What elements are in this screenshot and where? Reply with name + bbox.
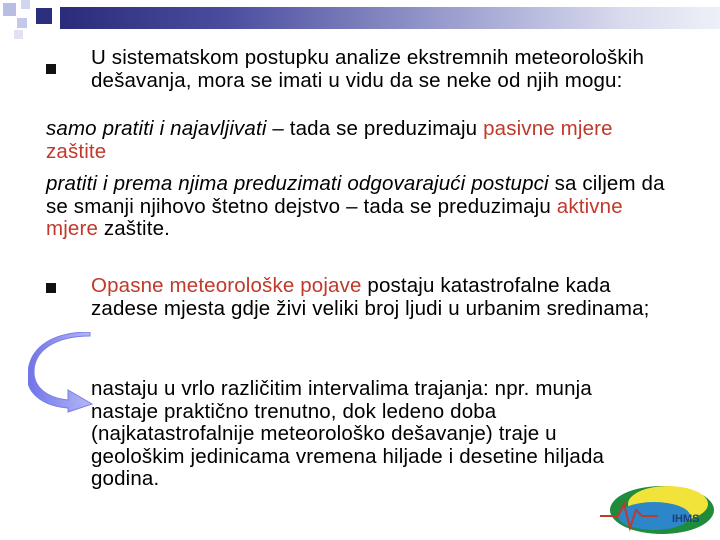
bullet-1	[46, 64, 56, 74]
hazards-lead: Opasne meteorološke pojave	[91, 274, 362, 297]
passive-lead: samo pratiti i najavljivati	[46, 117, 267, 140]
paragraph-intro: U sistematskom postupku analize ekstremnih meteoroloških dešavanja, mora se imati u vidu da se neke od njih mogu:	[91, 46, 645, 92]
header-gradient-bar	[60, 7, 720, 29]
paragraph-active	[46, 173, 666, 241]
active-lead: pratiti i prema njima preduzimati odgovarajući postupci	[46, 172, 549, 195]
passive-measures: pasivne mjere zaštite	[46, 117, 613, 163]
ihms-logo	[598, 482, 716, 538]
bullet-2	[46, 283, 56, 293]
svg-text:IHMS: IHMS	[672, 513, 700, 525]
hazards-rest: postaju katastrofalne kada zadese mjesta gdje živi veliki broj ljudi u urbanim sredinama;	[91, 274, 650, 320]
active-end: zaštite.	[98, 217, 171, 240]
paragraph-passive	[46, 118, 666, 163]
curved-arrow-icon	[28, 332, 94, 414]
active-mid: sa ciljem da se smanji njihovo štetno dejstvo – tada se preduzimaju	[46, 172, 665, 218]
passive-mid: – tada se preduzimaju	[266, 117, 484, 140]
paragraph-intervals: nastaju u vrlo različitim intervalima trajanja: npr. munja nastaje praktično trenutno, dok ledeno doba (najkatastrofalnije meteorološko dešavanje) traje u geološkim jedinicama vremena hiljade i desetine hiljada godina.	[91, 377, 605, 490]
paragraph-hazards	[91, 275, 651, 320]
active-measures: aktivne mjere	[46, 194, 623, 240]
